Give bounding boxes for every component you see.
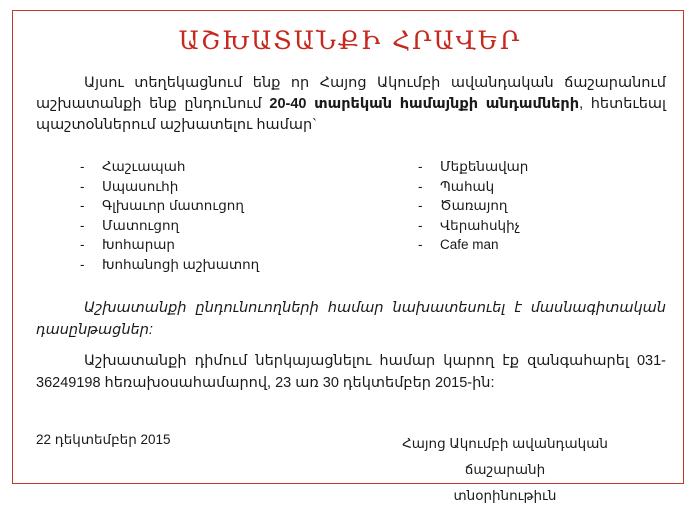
list-item: - Ծառայող	[418, 196, 528, 216]
list-item: - Հաշւապահ	[80, 157, 259, 177]
list-item: - Խոհանոցի աշխատող	[80, 255, 259, 275]
notice-date: 22 դեկտեմբեր 2015	[36, 432, 171, 447]
intro-paragraph	[36, 73, 666, 136]
list-item: - Մատուցող	[80, 216, 259, 236]
list-item: - Մեքենավար	[418, 157, 528, 177]
signature-line-management: տնօրինութիւն	[453, 488, 557, 503]
list-item: - Cafe man	[418, 235, 528, 255]
list-item: - Վերահսկիչ	[418, 216, 528, 236]
list-item: - Խոհարար	[80, 235, 259, 255]
positions-list-right	[418, 157, 528, 255]
contact-paragraph: Աշխատանքի դիմում ներկայացնելու համար կարող էք զանգահարել 031-36249198 հեռախօսահամարով, 23 առ 30 դեկտեմբեր 2015-ին:	[36, 353, 666, 391]
training-note: Աշխատանքի ընդունուողների համար նախատեսուել է մասնագիտական դասընթացներ:	[36, 300, 666, 338]
positions-list-left	[80, 157, 259, 274]
list-item: - Գլխաւոր մատուցող	[80, 196, 259, 216]
list-item: - Սպասուհի	[80, 177, 259, 197]
page-title: ԱՇԽԱՏԱՆՔԻ ՀՐԱՎԵՐ	[178, 26, 522, 55]
intro-text-start: Այսու տեղեկացնում ենք որ Հայոց Ակումբի ավանդական ճաշարանում աշխատանքի ենք ընդունում	[36, 75, 666, 112]
intro-age-group: 20-40 տարեկան համայնքի անդամների	[269, 96, 580, 112]
signature-block	[385, 431, 625, 509]
intro-text-end: , հետեւեալ պաշտօններում աշխատելու համար`	[36, 96, 666, 133]
list-item: - Պահակ	[418, 177, 528, 197]
signature-line-organization: Հայոց Ակումբի ավանդական ճաշարանի	[402, 436, 608, 477]
